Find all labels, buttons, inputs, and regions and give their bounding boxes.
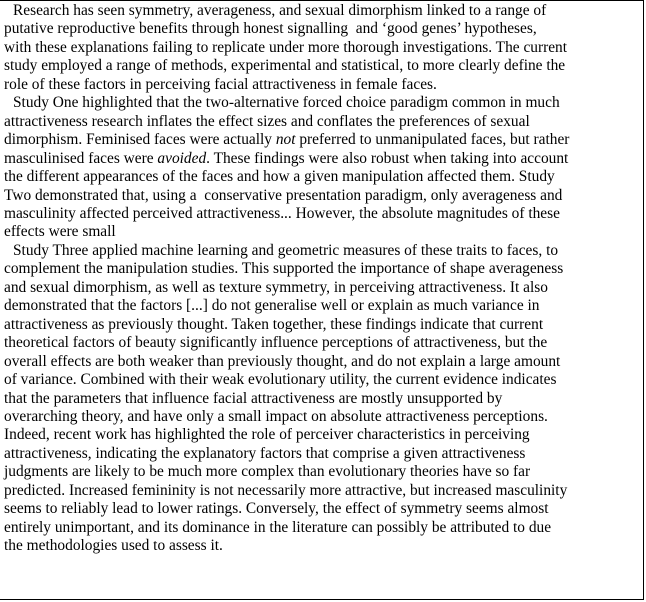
text-line: attractiveness research inflates the effect sizes and conflates the preferences of sexual — [4, 112, 530, 130]
text-line: overall effects are both weaker than previously thought, and do not explain a large amount — [4, 352, 561, 370]
text-line: attractiveness, indicating the explanatory factors that comprise a given attractiveness — [4, 444, 526, 462]
text-line: theoretical factors of beauty significantly influence perceptions of attractiveness, but the — [4, 334, 548, 352]
text-line: the different appearances of the faces and how a given manipulation affected them. Study — [4, 168, 555, 186]
paragraph-study-one — [4, 94, 640, 242]
text-line: dimorphism. Feminised faces were actually not preferred to unmanipulated faces, but rather — [4, 131, 570, 149]
text-line: Study One highlighted that the two-alternative forced choice paradigm common in much — [13, 94, 560, 112]
text-line: Indeed, recent work has highlighted the role of perceiver characteristics in perceiving — [4, 426, 530, 444]
text-line: masculinised faces were avoided. These findings were also robust when taking into account — [4, 149, 569, 167]
text-line: entirely unimportant, and its dominance in the literature can possibly be attributed to due — [4, 518, 552, 536]
emphasis-not: not — [275, 131, 296, 149]
text-line: effects were small — [4, 223, 116, 241]
text-line: role of these factors in perceiving facial attractiveness in female faces. — [4, 75, 437, 93]
text-line: demonstrated that the factors [...] do not generalise well or explain as much variance in — [4, 297, 540, 315]
text-line: Two demonstrated that, using a conservative presentation paradigm, only averageness and — [4, 186, 563, 204]
text-line: seems to reliably lead to lower ratings. Conversely, the effect of symmetry seems almost — [4, 500, 549, 518]
text-line: judgments are likely to be much more complex than evolutionary theories have so far — [4, 463, 531, 481]
text-line: Study Three applied machine learning and geometric measures of these traits to faces, to — [13, 241, 559, 259]
paragraph-study-three — [4, 242, 640, 556]
text-line: study employed a range of methods, experimental and statistical, to more clearly define the — [4, 57, 566, 75]
text-line: with these explanations failing to replicate under more thorough investigations. The current — [4, 38, 568, 56]
text-line: Research has seen symmetry, averageness, and sexual dimorphism linked to a range of — [13, 2, 547, 19]
paragraph-intro — [4, 2, 640, 94]
text-line: of variance. Combined with their weak evolutionary utility, the current evidence indicates — [4, 371, 557, 389]
text-line: the methodologies used to assess it. — [4, 537, 223, 555]
text-line: overarching theory, and have only a small impact on absolute attractiveness perceptions. — [4, 407, 548, 425]
text-line: and sexual dimorphism, as well as texture symmetry, in perceiving attractiveness. It also — [4, 278, 548, 296]
text-line: putative reproductive benefits through honest signalling and ‘good genes’ hypotheses, — [4, 20, 537, 38]
text-line: attractiveness as previously thought. Taken together, these findings indicate that current — [4, 315, 544, 333]
text-line: that the parameters that influence facial attractiveness are mostly unsupported by — [4, 389, 503, 407]
abstract-text — [4, 2, 640, 556]
text-line: masculinity affected perceived attractiveness... However, the absolute magnitudes of these — [4, 204, 560, 222]
emphasis-avoided: avoided — [157, 149, 207, 167]
text-line: predicted. Increased femininity is not necessarily more attractive, but increased masculinity — [4, 481, 568, 499]
text-line: complement the manipulation studies. This supported the importance of shape averageness — [4, 260, 564, 278]
